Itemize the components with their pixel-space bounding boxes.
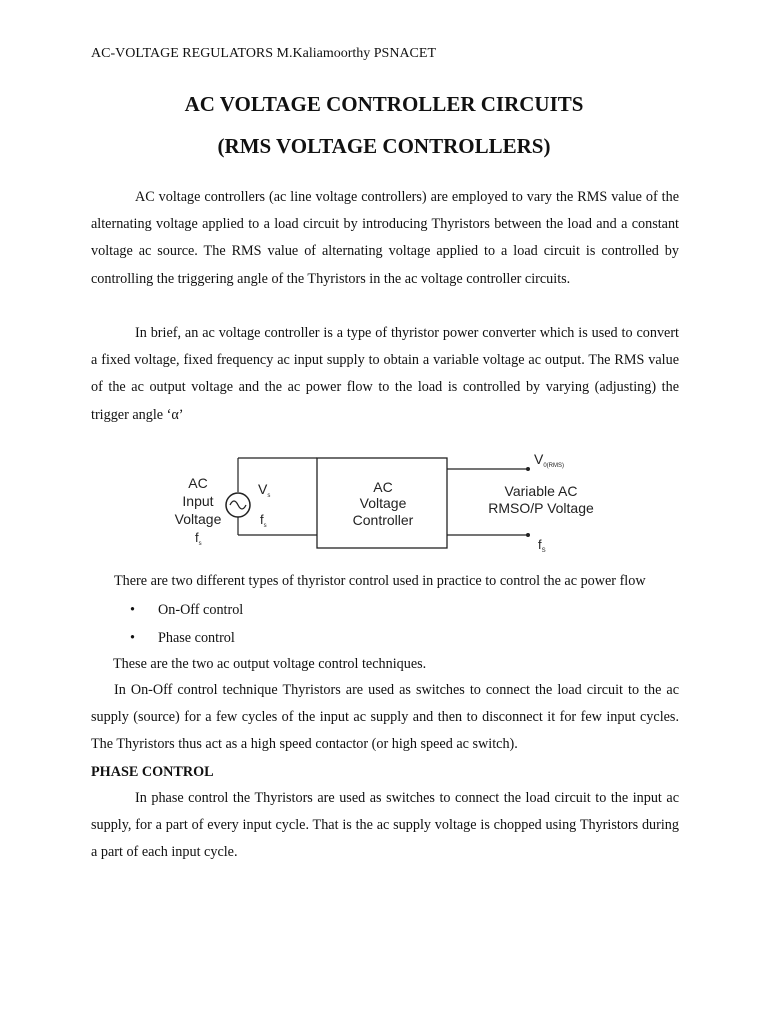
fs-sub: s: [263, 523, 267, 529]
bullet-item-1: • On-Off control: [130, 602, 244, 618]
svg-text:fs: [260, 512, 267, 529]
onoff-paragraph: In On-Off control technique Thyristors are used as switches to connect the load circuit to the ac supply (source) for a few cycles of the input ac supply and then to disconnect it for few input cycles. The Thyristors thus act as a high speed contactor (or high speed ac switch).: [91, 682, 679, 753]
box-label-1: AC: [373, 479, 393, 495]
intro-paragraph: AC voltage controllers (ac line voltage controllers) are employed to vary the RMS value of the alternating voltage applied to a load circuit by introducing Thyristors between the load and a constant voltage ac source. The RMS value of alternating voltage applied to a load circuit is controlled by controlling the triggering angle of the Thyristors in the ac voltage controller circuits.: [91, 189, 679, 287]
input-fs-sub: s: [198, 541, 202, 547]
svg-text:Vs: [258, 481, 270, 499]
box-label-3: Controller: [352, 512, 414, 528]
bullet-item-2: • Phase control: [130, 630, 235, 646]
fs-label: f: [260, 512, 264, 527]
vs-sub: s: [267, 493, 271, 499]
fout-label: f: [538, 537, 542, 552]
phase-control-heading: PHASE CONTROL: [91, 764, 214, 780]
input-label-1: AC: [188, 475, 208, 491]
techniques-line: These are the two ac output voltage control techniques.: [113, 656, 427, 672]
title-line-1: AC VOLTAGE CONTROLLER CIRCUITS: [184, 92, 584, 116]
running-header: AC-VOLTAGE REGULATORS M.Kaliamoorthy PSNACET: [91, 46, 436, 61]
types-intro: There are two different types of thyristor control used in practice to control the ac power flow: [114, 573, 646, 589]
brief-paragraph: In brief, an ac voltage controller is a type of thyristor power converter which is used to convert a fixed voltage, fixed frequency ac input supply to obtain a variable voltage ac output. The RMS value of the ac output voltage and the ac power flow to the load is controlled by varying (adjusting) the trigger angle ‘α’: [91, 325, 679, 423]
vout-label: V: [534, 451, 544, 467]
svg-text:fs: [195, 530, 202, 547]
vout-sub: 0(RMS): [543, 463, 565, 469]
output-label-2: RMSO/P Voltage: [488, 500, 594, 516]
input-label-2: Input: [182, 493, 214, 509]
phase-control-paragraph: In phase control the Thyristors are used as switches to connect the load circuit to the input ac supply, for a part of every input cycle. That is the ac supply voltage is chopped using Thyristors during a part of each input cycle.: [91, 790, 679, 861]
svg-text:V0(RMS): [534, 451, 564, 469]
title-line-2: (RMS VOLTAGE CONTROLLERS): [217, 134, 551, 158]
output-label-1: Variable AC: [504, 483, 578, 499]
fout-sub: S: [541, 548, 546, 554]
vs-label: V: [258, 481, 268, 497]
box-label-2: Voltage: [359, 495, 407, 511]
input-label-3: Voltage: [174, 511, 222, 527]
ac-voltage-controller-block-diagram: [160, 445, 620, 560]
svg-text:fS: [538, 537, 546, 554]
input-fs: f: [195, 530, 199, 545]
